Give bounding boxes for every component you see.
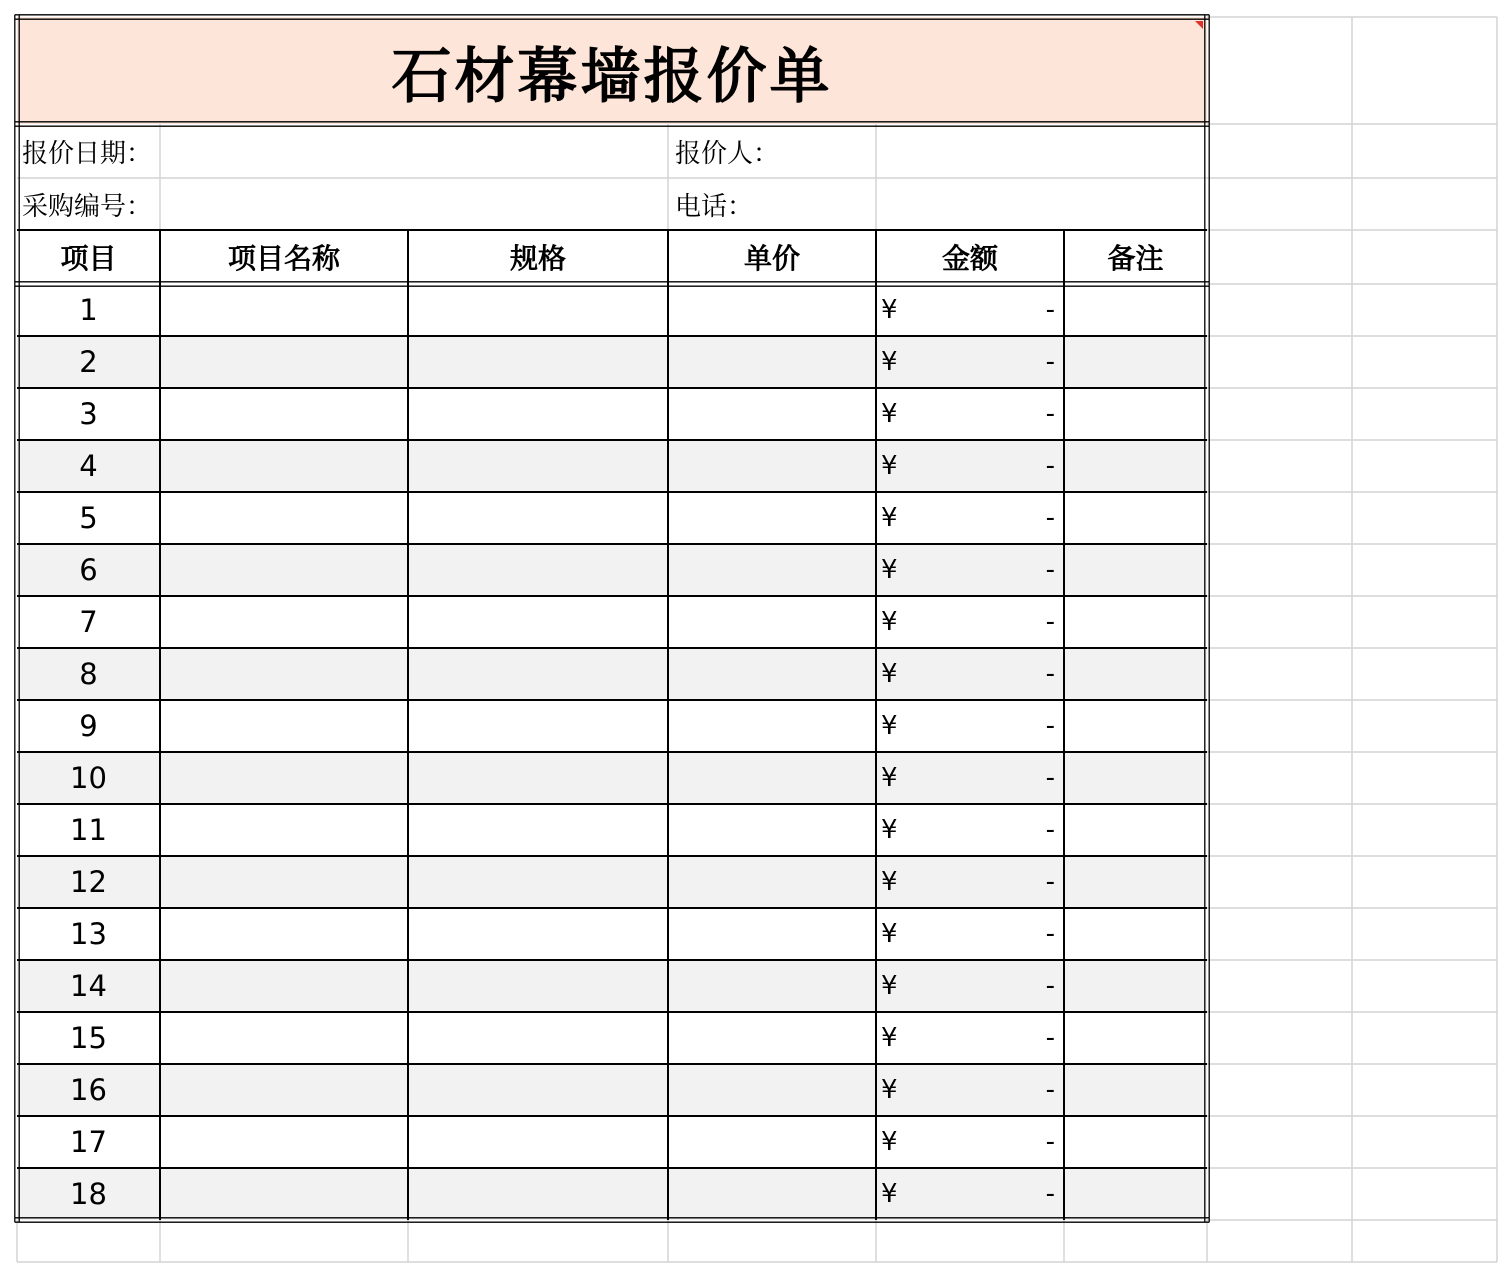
spec-cell[interactable] (408, 544, 668, 596)
currency-symbol: ¥ (881, 347, 898, 377)
spec-cell[interactable] (408, 700, 668, 752)
empty-cell[interactable] (1352, 856, 1497, 908)
header-unit-price[interactable] (668, 230, 876, 284)
item-number-cell[interactable] (17, 856, 160, 908)
item-number-cell[interactable] (17, 596, 160, 648)
amount-cell[interactable] (876, 752, 1064, 804)
currency-symbol: ¥ (881, 1075, 898, 1105)
item-number-cell[interactable] (17, 908, 160, 960)
item-name-cell[interactable] (160, 1012, 408, 1064)
unit-price-cell[interactable] (668, 700, 876, 752)
empty-cell[interactable] (1207, 596, 1352, 648)
empty-cell[interactable] (1207, 284, 1352, 336)
spec-cell[interactable] (408, 804, 668, 856)
currency-symbol: ¥ (881, 607, 898, 637)
spec-cell[interactable] (408, 492, 668, 544)
empty-cell[interactable] (1064, 1220, 1207, 1262)
item-number: 17 (70, 1125, 107, 1159)
item-number-cell[interactable] (17, 1012, 160, 1064)
empty-cell[interactable] (1352, 284, 1497, 336)
empty-cell[interactable] (876, 1220, 1064, 1262)
empty-cell[interactable] (1352, 336, 1497, 388)
item-number-cell[interactable] (17, 388, 160, 440)
currency-symbol: ¥ (881, 555, 898, 585)
item-name-cell[interactable] (160, 1064, 408, 1116)
empty-cell[interactable] (1207, 492, 1352, 544)
empty-cell[interactable] (1207, 804, 1352, 856)
empty-cell[interactable] (1207, 1012, 1352, 1064)
note-cell[interactable] (1064, 1168, 1207, 1220)
currency-symbol: ¥ (881, 763, 898, 793)
empty-cell[interactable] (1352, 1064, 1497, 1116)
comment-indicator-icon[interactable] (1195, 21, 1203, 29)
amount-value: - (1045, 971, 1055, 1001)
empty-cell[interactable] (1207, 440, 1352, 492)
amount-cell[interactable] (876, 440, 1064, 492)
item-name-cell[interactable] (160, 804, 408, 856)
amount-value: - (1045, 659, 1055, 689)
item-number: 6 (79, 553, 98, 587)
item-number-cell[interactable] (17, 284, 160, 336)
amount-value: - (1045, 347, 1055, 377)
item-number: 14 (70, 969, 107, 1003)
item-number: 18 (70, 1177, 107, 1211)
spec-cell[interactable] (408, 908, 668, 960)
amount-value: - (1045, 503, 1055, 533)
amount-value: - (1045, 555, 1055, 585)
unit-price-cell[interactable] (668, 284, 876, 336)
amount-cell[interactable] (876, 908, 1064, 960)
header-item-label: 项目 (60, 242, 117, 275)
spec-cell[interactable] (408, 856, 668, 908)
amount-value: - (1045, 399, 1055, 429)
item-number: 16 (70, 1073, 107, 1107)
empty-cell[interactable] (1352, 752, 1497, 804)
spec-cell[interactable] (408, 648, 668, 700)
item-number: 2 (79, 345, 98, 379)
quote-date-value[interactable] (160, 124, 668, 178)
spec-cell[interactable] (408, 960, 668, 1012)
header-amount-label: 金额 (941, 242, 998, 275)
note-cell[interactable] (1064, 1012, 1207, 1064)
empty-cell[interactable] (1352, 648, 1497, 700)
item-number-cell[interactable] (17, 492, 160, 544)
spec-cell[interactable] (408, 1012, 668, 1064)
amount-value: - (1045, 763, 1055, 793)
empty-cell[interactable] (1207, 17, 1352, 124)
empty-cell[interactable] (1207, 388, 1352, 440)
empty-cell[interactable] (1207, 648, 1352, 700)
spec-cell[interactable] (408, 1168, 668, 1220)
item-name-cell[interactable] (160, 284, 408, 336)
spec-cell[interactable] (408, 1116, 668, 1168)
item-number: 8 (79, 657, 98, 691)
amount-value: - (1045, 711, 1055, 741)
unit-price-cell[interactable] (668, 648, 876, 700)
item-number-cell[interactable] (17, 1116, 160, 1168)
empty-cell[interactable] (1352, 1220, 1497, 1262)
currency-symbol: ¥ (881, 1023, 898, 1053)
header-spec-label: 规格 (509, 242, 566, 275)
amount-cell[interactable] (876, 1116, 1064, 1168)
item-name-cell[interactable] (160, 388, 408, 440)
sheet-title: 石材幕墙报价单 (391, 41, 833, 112)
spec-cell[interactable] (408, 440, 668, 492)
item-name-cell[interactable] (160, 856, 408, 908)
amount-cell[interactable] (876, 804, 1064, 856)
quoter-label: 报价人： (675, 138, 780, 169)
currency-symbol: ¥ (881, 971, 898, 1001)
empty-cell[interactable] (1352, 1116, 1497, 1168)
empty-cell[interactable] (668, 1220, 876, 1262)
item-name-cell[interactable] (160, 440, 408, 492)
empty-cell[interactable] (1352, 230, 1497, 284)
note-cell[interactable] (1064, 804, 1207, 856)
currency-symbol: ¥ (881, 867, 898, 897)
currency-symbol: ¥ (881, 1179, 898, 1209)
item-number: 11 (70, 813, 107, 847)
phone-value[interactable] (876, 178, 1207, 230)
header-item-name-label: 项目名称 (227, 242, 340, 275)
title-cell[interactable] (17, 17, 1207, 124)
quote-date-label: 报价日期： (22, 138, 153, 169)
header-note[interactable] (1064, 230, 1207, 284)
empty-cell[interactable] (1352, 1012, 1497, 1064)
amount-cell[interactable] (876, 960, 1064, 1012)
empty-cell[interactable] (17, 1220, 160, 1262)
item-number: 7 (79, 605, 98, 639)
amount-cell[interactable] (876, 284, 1064, 336)
item-number: 15 (70, 1021, 107, 1055)
unit-price-cell[interactable] (668, 440, 876, 492)
phone-label: 电话： (675, 191, 754, 222)
spreadsheet (17, 17, 1497, 1262)
empty-cell[interactable] (1352, 596, 1497, 648)
empty-cell[interactable] (1352, 960, 1497, 1012)
empty-cell[interactable] (1207, 908, 1352, 960)
empty-cell[interactable] (1207, 1116, 1352, 1168)
currency-symbol: ¥ (881, 815, 898, 845)
amount-value: - (1045, 607, 1055, 637)
amount-cell[interactable] (876, 544, 1064, 596)
item-number: 13 (70, 917, 107, 951)
item-name-cell[interactable] (160, 492, 408, 544)
item-number: 4 (79, 449, 98, 483)
item-number: 3 (79, 397, 98, 431)
amount-value: - (1045, 1023, 1055, 1053)
note-cell[interactable] (1064, 648, 1207, 700)
note-cell[interactable] (1064, 388, 1207, 440)
currency-symbol: ¥ (881, 295, 898, 325)
unit-price-cell[interactable] (668, 960, 876, 1012)
unit-price-cell[interactable] (668, 544, 876, 596)
amount-cell[interactable] (876, 336, 1064, 388)
unit-price-cell[interactable] (668, 388, 876, 440)
empty-cell[interactable] (1207, 124, 1352, 178)
empty-cell[interactable] (1352, 544, 1497, 596)
empty-cell[interactable] (1207, 336, 1352, 388)
empty-cell[interactable] (1207, 960, 1352, 1012)
empty-cell[interactable] (1207, 1220, 1352, 1262)
header-item-name[interactable] (160, 230, 408, 284)
spec-cell[interactable] (408, 336, 668, 388)
unit-price-cell[interactable] (668, 1116, 876, 1168)
currency-symbol: ¥ (881, 503, 898, 533)
empty-cell[interactable] (1352, 804, 1497, 856)
item-number-cell[interactable] (17, 700, 160, 752)
unit-price-cell[interactable] (668, 492, 876, 544)
note-cell[interactable] (1064, 856, 1207, 908)
unit-price-cell[interactable] (668, 752, 876, 804)
amount-cell[interactable] (876, 1168, 1064, 1220)
item-name-cell[interactable] (160, 752, 408, 804)
empty-cell[interactable] (1352, 124, 1497, 178)
quoter-label-cell[interactable] (668, 124, 876, 178)
item-name-cell[interactable] (160, 1168, 408, 1220)
note-cell[interactable] (1064, 960, 1207, 1012)
currency-symbol: ¥ (881, 919, 898, 949)
phone-label-cell[interactable] (668, 178, 876, 230)
item-name-cell[interactable] (160, 700, 408, 752)
empty-cell[interactable] (1352, 388, 1497, 440)
empty-cell[interactable] (1352, 492, 1497, 544)
note-cell[interactable] (1064, 1064, 1207, 1116)
item-number-cell[interactable] (17, 648, 160, 700)
empty-cell[interactable] (1352, 700, 1497, 752)
note-cell[interactable] (1064, 544, 1207, 596)
item-number-cell[interactable] (17, 960, 160, 1012)
spec-cell[interactable] (408, 752, 668, 804)
unit-price-cell[interactable] (668, 1012, 876, 1064)
amount-value: - (1045, 1179, 1055, 1209)
po-number-value[interactable] (160, 178, 668, 230)
item-name-cell[interactable] (160, 544, 408, 596)
item-number-cell[interactable] (17, 336, 160, 388)
note-cell[interactable] (1064, 284, 1207, 336)
item-number-cell[interactable] (17, 544, 160, 596)
header-item[interactable] (17, 230, 160, 284)
header-amount[interactable] (876, 230, 1064, 284)
po-number-label: 采购编号： (22, 191, 153, 222)
unit-price-cell[interactable] (668, 596, 876, 648)
unit-price-cell[interactable] (668, 856, 876, 908)
item-number: 10 (70, 761, 107, 795)
item-number-cell[interactable] (17, 1168, 160, 1220)
note-cell[interactable] (1064, 700, 1207, 752)
currency-symbol: ¥ (881, 451, 898, 481)
unit-price-cell[interactable] (668, 804, 876, 856)
spec-cell[interactable] (408, 284, 668, 336)
currency-symbol: ¥ (881, 1127, 898, 1157)
spec-cell[interactable] (408, 1064, 668, 1116)
item-number: 9 (79, 709, 98, 743)
amount-value: - (1045, 919, 1055, 949)
amount-cell[interactable] (876, 700, 1064, 752)
empty-cell[interactable] (1352, 440, 1497, 492)
note-cell[interactable] (1064, 596, 1207, 648)
empty-cell[interactable] (1207, 544, 1352, 596)
item-name-cell[interactable] (160, 1116, 408, 1168)
amount-value: - (1045, 295, 1055, 325)
note-cell[interactable] (1064, 336, 1207, 388)
empty-cell[interactable] (1207, 1064, 1352, 1116)
header-note-label: 备注 (1107, 242, 1164, 275)
note-cell[interactable] (1064, 908, 1207, 960)
amount-cell[interactable] (876, 388, 1064, 440)
amount-cell[interactable] (876, 492, 1064, 544)
quoter-value[interactable] (876, 124, 1207, 178)
amount-value: - (1045, 867, 1055, 897)
note-cell[interactable] (1064, 1116, 1207, 1168)
empty-cell[interactable] (1207, 856, 1352, 908)
empty-cell[interactable] (1352, 1168, 1497, 1220)
unit-price-cell[interactable] (668, 908, 876, 960)
note-cell[interactable] (1064, 752, 1207, 804)
amount-cell[interactable] (876, 1064, 1064, 1116)
note-cell[interactable] (1064, 492, 1207, 544)
item-number: 5 (79, 501, 98, 535)
quote-date-label-cell[interactable] (17, 124, 160, 178)
item-name-cell[interactable] (160, 336, 408, 388)
empty-cell[interactable] (160, 1220, 408, 1262)
empty-cell[interactable] (1207, 752, 1352, 804)
item-number-cell[interactable] (17, 752, 160, 804)
amount-cell[interactable] (876, 856, 1064, 908)
header-unit-price-label: 单价 (743, 242, 800, 275)
item-number: 12 (70, 865, 107, 899)
unit-price-cell[interactable] (668, 336, 876, 388)
amount-cell[interactable] (876, 1012, 1064, 1064)
item-name-cell[interactable] (160, 960, 408, 1012)
empty-cell[interactable] (1352, 178, 1497, 230)
amount-value: - (1045, 1127, 1055, 1157)
currency-symbol: ¥ (881, 659, 898, 689)
unit-price-cell[interactable] (668, 1168, 876, 1220)
item-name-cell[interactable] (160, 908, 408, 960)
amount-cell[interactable] (876, 596, 1064, 648)
amount-cell[interactable] (876, 648, 1064, 700)
item-number-cell[interactable] (17, 804, 160, 856)
empty-cell[interactable] (1352, 908, 1497, 960)
header-spec[interactable] (408, 230, 668, 284)
note-cell[interactable] (1064, 440, 1207, 492)
empty-cell[interactable] (408, 1220, 668, 1262)
item-number: 1 (79, 293, 98, 327)
amount-value: - (1045, 815, 1055, 845)
item-number-cell[interactable] (17, 1064, 160, 1116)
currency-symbol: ¥ (881, 399, 898, 429)
po-number-label-cell[interactable] (17, 178, 160, 230)
empty-cell[interactable] (1207, 700, 1352, 752)
spec-cell[interactable] (408, 388, 668, 440)
empty-cell[interactable] (1207, 178, 1352, 230)
spec-cell[interactable] (408, 596, 668, 648)
empty-cell[interactable] (1207, 1168, 1352, 1220)
amount-value: - (1045, 1075, 1055, 1105)
item-name-cell[interactable] (160, 596, 408, 648)
item-name-cell[interactable] (160, 648, 408, 700)
empty-cell[interactable] (1207, 230, 1352, 284)
amount-value: - (1045, 451, 1055, 481)
unit-price-cell[interactable] (668, 1064, 876, 1116)
empty-cell[interactable] (1352, 17, 1497, 124)
currency-symbol: ¥ (881, 711, 898, 741)
item-number-cell[interactable] (17, 440, 160, 492)
